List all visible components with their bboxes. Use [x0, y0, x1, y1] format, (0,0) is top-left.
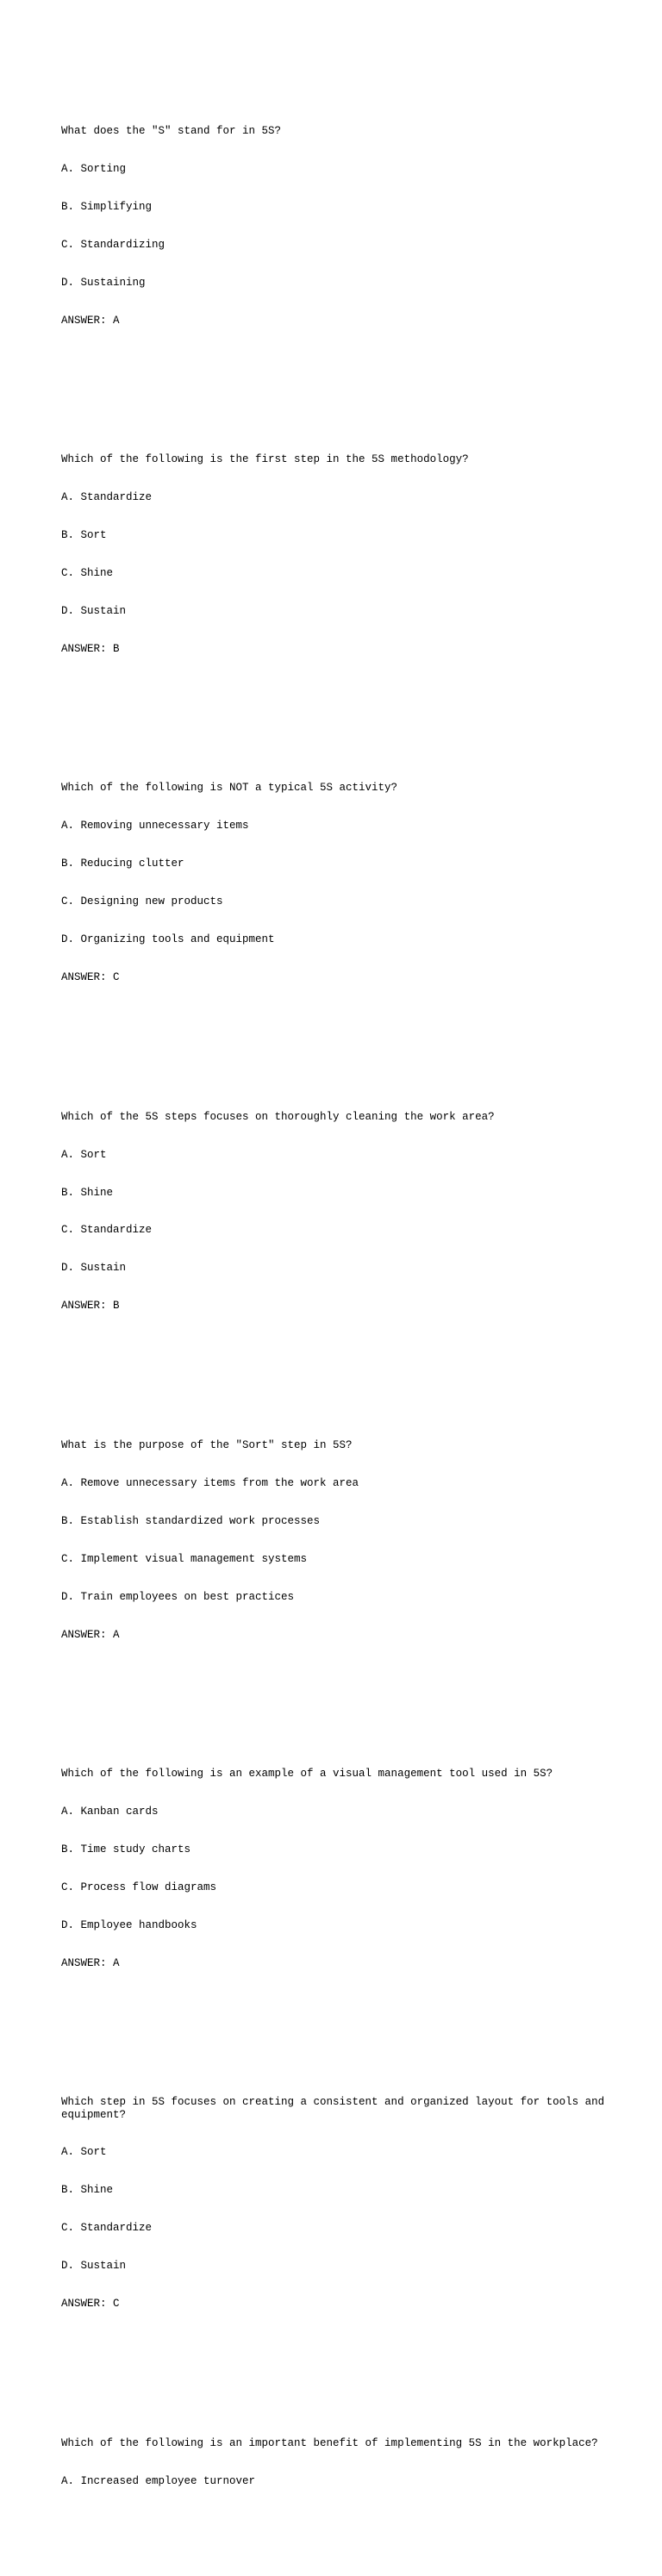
option-b: B. Establish standardized work processes [61, 1514, 321, 1527]
option-c: C. Designing new products [61, 895, 223, 908]
question-text: Which of the following is an example of a visual management tool used in 5S? [61, 1767, 553, 1780]
question-block [61, 2411, 613, 2512]
option-d: D. Sustain [61, 2260, 127, 2273]
document-page [61, 62, 613, 2576]
option-a: A. Kanban cards [61, 1805, 159, 1818]
question-text: What does the "S" stand for in 5S? [61, 125, 282, 138]
question-block [61, 100, 613, 352]
option-a: A. Remove unnecessary items from the work area [61, 1476, 359, 1489]
option-d: D. Organizing tools and equipment [61, 933, 275, 946]
question-text: Which of the following is an important benefit of implementing 5S in the workplace? [61, 2436, 598, 2449]
option-c: C. Standardize [61, 2222, 153, 2235]
option-a: A. Sort [61, 2146, 107, 2159]
option-c: C. Implement visual management systems [61, 1552, 308, 1565]
answer-line: ANSWER: A [61, 1956, 120, 1969]
option-a: A. Sorting [61, 163, 127, 176]
question-block [61, 1085, 613, 1338]
question-block [61, 1742, 613, 1994]
question-block [61, 757, 613, 1009]
answer-line: ANSWER: B [61, 643, 120, 656]
option-a: A. Removing unnecessary items [61, 820, 249, 833]
option-b: B. Time study charts [61, 1843, 191, 1856]
option-d: D. Employee handbooks [61, 1918, 197, 1931]
option-d: D. Sustain [61, 605, 127, 618]
answer-line: ANSWER: C [61, 971, 120, 984]
option-b: B. Shine [61, 2184, 114, 2197]
option-c: C. Standardize [61, 1224, 153, 1237]
option-a: A. Standardize [61, 491, 153, 504]
option-b: B. Sort [61, 529, 107, 542]
option-d: D. Sustaining [61, 277, 146, 290]
option-a: A. Increased employee turnover [61, 2474, 256, 2487]
option-c: C. Process flow diagrams [61, 1881, 217, 1893]
question-text: Which of the 5S steps focuses on thoroughly cleaning the work area? [61, 1110, 495, 1123]
question-text: Which step in 5S focuses on creating a consistent and organized layout for tools and equipment? [61, 2095, 611, 2121]
option-b: B. Simplifying [61, 201, 153, 214]
option-d: D. Train employees on best practices [61, 1590, 295, 1603]
option-a: A. Sort [61, 1148, 107, 1161]
option-c: C. Shine [61, 567, 114, 580]
answer-line: ANSWER: C [61, 2298, 120, 2311]
option-b: B. Reducing clutter [61, 858, 184, 870]
question-text: Which of the following is NOT a typical 5S activity? [61, 782, 398, 795]
question-text: Which of the following is the first step in the 5S methodology? [61, 453, 469, 466]
option-d: D. Sustain [61, 1262, 127, 1275]
question-block [61, 1413, 613, 1666]
answer-line: ANSWER: A [61, 1628, 120, 1641]
question-block [61, 2071, 613, 2336]
answer-line: ANSWER: B [61, 1300, 120, 1313]
answer-line: ANSWER: A [61, 315, 120, 327]
question-text: What is the purpose of the "Sort" step in 5S? [61, 1438, 353, 1451]
option-b: B. Shine [61, 1186, 114, 1199]
option-c: C. Standardizing [61, 239, 166, 252]
question-block [61, 428, 613, 681]
